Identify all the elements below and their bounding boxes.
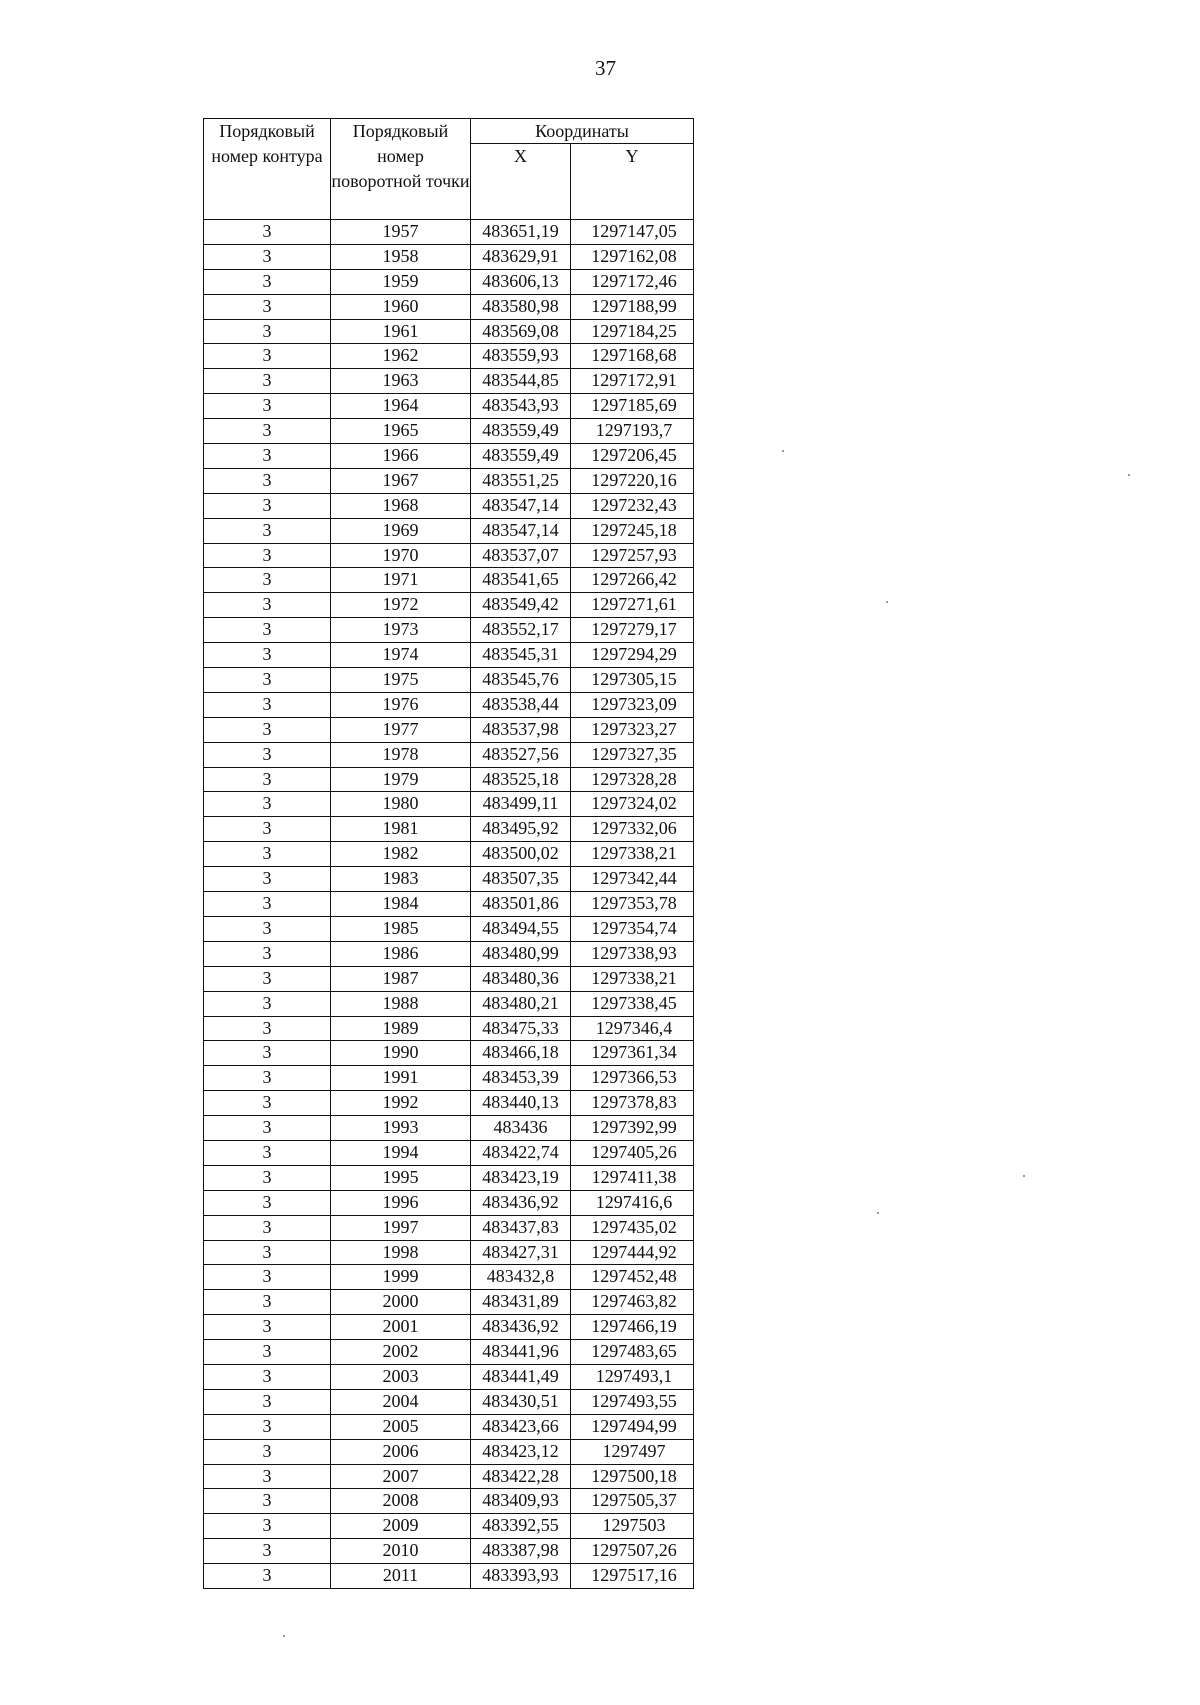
contour-number-cell: 3 [204, 1016, 331, 1041]
table-row [204, 543, 694, 568]
x-coordinate-cell: 483480,36 [471, 966, 571, 991]
x-coordinate-cell: 483432,8 [471, 1265, 571, 1290]
x-coordinate-cell: 483475,33 [471, 1016, 571, 1041]
x-coordinate-cell: 483549,42 [471, 593, 571, 618]
contour-number-cell: 3 [204, 468, 331, 493]
x-coordinate-cell: 483436,92 [471, 1190, 571, 1215]
y-coordinate-cell: 1297497 [571, 1439, 694, 1464]
x-coordinate-cell: 483495,92 [471, 817, 571, 842]
table-row [204, 1066, 694, 1091]
contour-number-cell: 3 [204, 1340, 331, 1365]
point-number-cell: 1996 [331, 1190, 471, 1215]
table-row [204, 1315, 694, 1340]
x-coordinate-cell: 483431,89 [471, 1290, 571, 1315]
header-point-number: Порядковый номер поворотной точки [331, 119, 471, 220]
y-coordinate-cell: 1297366,53 [571, 1066, 694, 1091]
x-coordinate-cell: 483525,18 [471, 767, 571, 792]
contour-number-cell: 3 [204, 1116, 331, 1141]
contour-number-cell: 3 [204, 668, 331, 693]
y-coordinate-cell: 1297444,92 [571, 1240, 694, 1265]
y-coordinate-cell: 1297411,38 [571, 1165, 694, 1190]
x-coordinate-cell: 483580,98 [471, 294, 571, 319]
table-row [204, 1439, 694, 1464]
table-row [204, 1539, 694, 1564]
contour-number-cell: 3 [204, 220, 331, 245]
point-number-cell: 1957 [331, 220, 471, 245]
point-number-cell: 1958 [331, 244, 471, 269]
x-coordinate-cell: 483480,99 [471, 941, 571, 966]
table-row [204, 493, 694, 518]
x-coordinate-cell: 483430,51 [471, 1389, 571, 1414]
y-coordinate-cell: 1297172,91 [571, 369, 694, 394]
y-coordinate-cell: 1297257,93 [571, 543, 694, 568]
contour-number-cell: 3 [204, 991, 331, 1016]
table-row [204, 618, 694, 643]
contour-number-cell: 3 [204, 1564, 331, 1589]
contour-number-cell: 3 [204, 1290, 331, 1315]
y-coordinate-cell: 1297483,65 [571, 1340, 694, 1365]
point-number-cell: 1967 [331, 468, 471, 493]
y-coordinate-cell: 1297279,17 [571, 618, 694, 643]
table-row [204, 792, 694, 817]
point-number-cell: 1960 [331, 294, 471, 319]
x-coordinate-cell: 483547,14 [471, 518, 571, 543]
y-coordinate-cell: 1297405,26 [571, 1140, 694, 1165]
x-coordinate-cell: 483537,07 [471, 543, 571, 568]
scan-dot [1023, 1175, 1025, 1177]
contour-number-cell: 3 [204, 493, 331, 518]
point-number-cell: 1959 [331, 269, 471, 294]
x-coordinate-cell: 483423,66 [471, 1414, 571, 1439]
contour-number-cell: 3 [204, 1165, 331, 1190]
y-coordinate-cell: 1297361,34 [571, 1041, 694, 1066]
contour-number-cell: 3 [204, 916, 331, 941]
table-row [204, 916, 694, 941]
contour-number-cell: 3 [204, 1315, 331, 1340]
point-number-cell: 1973 [331, 618, 471, 643]
y-coordinate-cell: 1297463,82 [571, 1290, 694, 1315]
x-coordinate-cell: 483545,31 [471, 643, 571, 668]
point-number-cell: 1979 [331, 767, 471, 792]
point-number-cell: 1980 [331, 792, 471, 817]
y-coordinate-cell: 1297392,99 [571, 1116, 694, 1141]
header-x: X [471, 144, 571, 220]
point-number-cell: 1988 [331, 991, 471, 1016]
contour-number-cell: 3 [204, 618, 331, 643]
point-number-cell: 2006 [331, 1439, 471, 1464]
table-row [204, 692, 694, 717]
table-row [204, 1514, 694, 1539]
contour-number-cell: 3 [204, 966, 331, 991]
x-coordinate-cell: 483494,55 [471, 916, 571, 941]
header-coordinates: Координаты [471, 119, 694, 144]
table-row [204, 1190, 694, 1215]
x-coordinate-cell: 483436 [471, 1116, 571, 1141]
table-row [204, 518, 694, 543]
x-coordinate-cell: 483651,19 [471, 220, 571, 245]
x-coordinate-cell: 483629,91 [471, 244, 571, 269]
point-number-cell: 2003 [331, 1364, 471, 1389]
table-row [204, 1116, 694, 1141]
x-coordinate-cell: 483393,93 [471, 1564, 571, 1589]
contour-number-cell: 3 [204, 742, 331, 767]
header-contour-number: Порядковый номер контура [204, 119, 331, 220]
y-coordinate-cell: 1297193,7 [571, 419, 694, 444]
contour-number-cell: 3 [204, 1240, 331, 1265]
contour-number-cell: 3 [204, 1464, 331, 1489]
y-coordinate-cell: 1297416,6 [571, 1190, 694, 1215]
point-number-cell: 1969 [331, 518, 471, 543]
table-body [204, 220, 694, 1589]
point-number-cell: 1989 [331, 1016, 471, 1041]
table-row [204, 892, 694, 917]
header-y: Y [571, 144, 694, 220]
page-number: 37 [595, 56, 616, 80]
table-row [204, 817, 694, 842]
y-coordinate-cell: 1297493,55 [571, 1389, 694, 1414]
y-coordinate-cell: 1297327,35 [571, 742, 694, 767]
point-number-cell: 2001 [331, 1315, 471, 1340]
x-coordinate-cell: 483552,17 [471, 618, 571, 643]
x-coordinate-cell: 483541,65 [471, 568, 571, 593]
contour-number-cell: 3 [204, 1539, 331, 1564]
table-row [204, 1016, 694, 1041]
contour-number-cell: 3 [204, 1414, 331, 1439]
x-coordinate-cell: 483422,74 [471, 1140, 571, 1165]
contour-number-cell: 3 [204, 1364, 331, 1389]
point-number-cell: 1987 [331, 966, 471, 991]
y-coordinate-cell: 1297505,37 [571, 1489, 694, 1514]
point-number-cell: 1992 [331, 1091, 471, 1116]
table-row [204, 1041, 694, 1066]
contour-number-cell: 3 [204, 1439, 331, 1464]
table-row [204, 941, 694, 966]
y-coordinate-cell: 1297494,99 [571, 1414, 694, 1439]
table-row [204, 1364, 694, 1389]
table-row [204, 742, 694, 767]
table-row [204, 1389, 694, 1414]
x-coordinate-cell: 483537,98 [471, 717, 571, 742]
contour-number-cell: 3 [204, 941, 331, 966]
y-coordinate-cell: 1297188,99 [571, 294, 694, 319]
table-row [204, 1564, 694, 1589]
y-coordinate-cell: 1297503 [571, 1514, 694, 1539]
x-coordinate-cell: 483466,18 [471, 1041, 571, 1066]
x-coordinate-cell: 483527,56 [471, 742, 571, 767]
y-coordinate-cell: 1297266,42 [571, 568, 694, 593]
x-coordinate-cell: 483453,39 [471, 1066, 571, 1091]
x-coordinate-cell: 483441,96 [471, 1340, 571, 1365]
table-header [204, 119, 694, 220]
point-number-cell: 1994 [331, 1140, 471, 1165]
point-number-cell: 1975 [331, 668, 471, 693]
y-coordinate-cell: 1297323,09 [571, 692, 694, 717]
table-row [204, 593, 694, 618]
contour-number-cell: 3 [204, 643, 331, 668]
y-coordinate-cell: 1297500,18 [571, 1464, 694, 1489]
y-coordinate-cell: 1297172,46 [571, 269, 694, 294]
x-coordinate-cell: 483569,08 [471, 319, 571, 344]
table-row [204, 1240, 694, 1265]
contour-number-cell: 3 [204, 444, 331, 469]
table-row [204, 394, 694, 419]
x-coordinate-cell: 483543,93 [471, 394, 571, 419]
contour-number-cell: 3 [204, 394, 331, 419]
x-coordinate-cell: 483480,21 [471, 991, 571, 1016]
table-row [204, 1290, 694, 1315]
y-coordinate-cell: 1297338,21 [571, 842, 694, 867]
table-row [204, 419, 694, 444]
table-row [204, 1091, 694, 1116]
contour-number-cell: 3 [204, 717, 331, 742]
table-row [204, 1165, 694, 1190]
table-row [204, 767, 694, 792]
x-coordinate-cell: 483387,98 [471, 1539, 571, 1564]
y-coordinate-cell: 1297342,44 [571, 867, 694, 892]
x-coordinate-cell: 483559,49 [471, 419, 571, 444]
contour-number-cell: 3 [204, 892, 331, 917]
x-coordinate-cell: 483501,86 [471, 892, 571, 917]
x-coordinate-cell: 483545,76 [471, 668, 571, 693]
x-coordinate-cell: 483500,02 [471, 842, 571, 867]
y-coordinate-cell: 1297328,28 [571, 767, 694, 792]
contour-number-cell: 3 [204, 1091, 331, 1116]
contour-number-cell: 3 [204, 842, 331, 867]
point-number-cell: 1963 [331, 369, 471, 394]
y-coordinate-cell: 1297305,15 [571, 668, 694, 693]
contour-number-cell: 3 [204, 568, 331, 593]
point-number-cell: 1964 [331, 394, 471, 419]
contour-number-cell: 3 [204, 692, 331, 717]
contour-number-cell: 3 [204, 1514, 331, 1539]
x-coordinate-cell: 483441,49 [471, 1364, 571, 1389]
x-coordinate-cell: 483544,85 [471, 369, 571, 394]
contour-number-cell: 3 [204, 543, 331, 568]
y-coordinate-cell: 1297435,02 [571, 1215, 694, 1240]
table-row [204, 319, 694, 344]
x-coordinate-cell: 483551,25 [471, 468, 571, 493]
contour-number-cell: 3 [204, 593, 331, 618]
point-number-cell: 1998 [331, 1240, 471, 1265]
point-number-cell: 1995 [331, 1165, 471, 1190]
table-row [204, 344, 694, 369]
contour-number-cell: 3 [204, 767, 331, 792]
table-row [204, 1489, 694, 1514]
y-coordinate-cell: 1297354,74 [571, 916, 694, 941]
x-coordinate-cell: 483437,83 [471, 1215, 571, 1240]
point-number-cell: 1986 [331, 941, 471, 966]
contour-number-cell: 3 [204, 1190, 331, 1215]
table-row [204, 1464, 694, 1489]
point-number-cell: 1966 [331, 444, 471, 469]
table-row [204, 842, 694, 867]
point-number-cell: 1976 [331, 692, 471, 717]
point-number-cell: 1965 [331, 419, 471, 444]
y-coordinate-cell: 1297338,45 [571, 991, 694, 1016]
x-coordinate-cell: 483440,13 [471, 1091, 571, 1116]
y-coordinate-cell: 1297332,06 [571, 817, 694, 842]
y-coordinate-cell: 1297220,16 [571, 468, 694, 493]
x-coordinate-cell: 483606,13 [471, 269, 571, 294]
x-coordinate-cell: 483559,49 [471, 444, 571, 469]
x-coordinate-cell: 483422,28 [471, 1464, 571, 1489]
table-row [204, 867, 694, 892]
table-row [204, 244, 694, 269]
y-coordinate-cell: 1297493,1 [571, 1364, 694, 1389]
table-row [204, 294, 694, 319]
contour-number-cell: 3 [204, 518, 331, 543]
table-row [204, 717, 694, 742]
x-coordinate-cell: 483392,55 [471, 1514, 571, 1539]
y-coordinate-cell: 1297232,43 [571, 493, 694, 518]
y-coordinate-cell: 1297184,25 [571, 319, 694, 344]
point-number-cell: 1974 [331, 643, 471, 668]
table-row [204, 444, 694, 469]
contour-number-cell: 3 [204, 369, 331, 394]
y-coordinate-cell: 1297294,29 [571, 643, 694, 668]
scan-dot [877, 1212, 879, 1214]
contour-number-cell: 3 [204, 867, 331, 892]
point-number-cell: 2008 [331, 1489, 471, 1514]
point-number-cell: 1993 [331, 1116, 471, 1141]
y-coordinate-cell: 1297452,48 [571, 1265, 694, 1290]
x-coordinate-cell: 483427,31 [471, 1240, 571, 1265]
table-row [204, 1265, 694, 1290]
x-coordinate-cell: 483507,35 [471, 867, 571, 892]
y-coordinate-cell: 1297353,78 [571, 892, 694, 917]
contour-number-cell: 3 [204, 419, 331, 444]
point-number-cell: 1977 [331, 717, 471, 742]
x-coordinate-cell: 483436,92 [471, 1315, 571, 1340]
x-coordinate-cell: 483499,11 [471, 792, 571, 817]
y-coordinate-cell: 1297162,08 [571, 244, 694, 269]
point-number-cell: 1997 [331, 1215, 471, 1240]
y-coordinate-cell: 1297517,16 [571, 1564, 694, 1589]
contour-number-cell: 3 [204, 1265, 331, 1290]
x-coordinate-cell: 483559,93 [471, 344, 571, 369]
point-number-cell: 1970 [331, 543, 471, 568]
contour-number-cell: 3 [204, 1215, 331, 1240]
table-row [204, 1140, 694, 1165]
point-number-cell: 1990 [331, 1041, 471, 1066]
point-number-cell: 2011 [331, 1564, 471, 1589]
point-number-cell: 1972 [331, 593, 471, 618]
point-number-cell: 2009 [331, 1514, 471, 1539]
x-coordinate-cell: 483423,19 [471, 1165, 571, 1190]
y-coordinate-cell: 1297323,27 [571, 717, 694, 742]
y-coordinate-cell: 1297378,83 [571, 1091, 694, 1116]
table-row [204, 1215, 694, 1240]
contour-number-cell: 3 [204, 344, 331, 369]
point-number-cell: 2007 [331, 1464, 471, 1489]
x-coordinate-cell: 483423,12 [471, 1439, 571, 1464]
scan-dot [283, 1635, 285, 1637]
y-coordinate-cell: 1297168,68 [571, 344, 694, 369]
y-coordinate-cell: 1297185,69 [571, 394, 694, 419]
contour-number-cell: 3 [204, 294, 331, 319]
point-number-cell: 1999 [331, 1265, 471, 1290]
table-row [204, 220, 694, 245]
coordinates-table [203, 118, 694, 1589]
point-number-cell: 1984 [331, 892, 471, 917]
contour-number-cell: 3 [204, 1041, 331, 1066]
point-number-cell: 1991 [331, 1066, 471, 1091]
table-row [204, 668, 694, 693]
point-number-cell: 1962 [331, 344, 471, 369]
contour-number-cell: 3 [204, 1489, 331, 1514]
point-number-cell: 1978 [331, 742, 471, 767]
table-row [204, 643, 694, 668]
point-number-cell: 2000 [331, 1290, 471, 1315]
point-number-cell: 2004 [331, 1389, 471, 1414]
y-coordinate-cell: 1297324,02 [571, 792, 694, 817]
table-row [204, 568, 694, 593]
table-row [204, 966, 694, 991]
contour-number-cell: 3 [204, 269, 331, 294]
point-number-cell: 2010 [331, 1539, 471, 1564]
y-coordinate-cell: 1297466,19 [571, 1315, 694, 1340]
y-coordinate-cell: 1297147,05 [571, 220, 694, 245]
contour-number-cell: 3 [204, 244, 331, 269]
point-number-cell: 2002 [331, 1340, 471, 1365]
y-coordinate-cell: 1297245,18 [571, 518, 694, 543]
scan-dot [886, 601, 888, 603]
y-coordinate-cell: 1297338,93 [571, 941, 694, 966]
point-number-cell: 1971 [331, 568, 471, 593]
point-number-cell: 1982 [331, 842, 471, 867]
point-number-cell: 1985 [331, 916, 471, 941]
contour-number-cell: 3 [204, 1140, 331, 1165]
table-row [204, 991, 694, 1016]
scan-dot [1128, 474, 1130, 476]
contour-number-cell: 3 [204, 792, 331, 817]
x-coordinate-cell: 483409,93 [471, 1489, 571, 1514]
y-coordinate-cell: 1297271,61 [571, 593, 694, 618]
point-number-cell: 1961 [331, 319, 471, 344]
y-coordinate-cell: 1297206,45 [571, 444, 694, 469]
point-number-cell: 1983 [331, 867, 471, 892]
scan-dot [782, 450, 784, 452]
point-number-cell: 1968 [331, 493, 471, 518]
x-coordinate-cell: 483538,44 [471, 692, 571, 717]
table-row [204, 369, 694, 394]
point-number-cell: 2005 [331, 1414, 471, 1439]
y-coordinate-cell: 1297338,21 [571, 966, 694, 991]
contour-number-cell: 3 [204, 1066, 331, 1091]
point-number-cell: 1981 [331, 817, 471, 842]
table-row [204, 269, 694, 294]
y-coordinate-cell: 1297346,4 [571, 1016, 694, 1041]
y-coordinate-cell: 1297507,26 [571, 1539, 694, 1564]
contour-number-cell: 3 [204, 319, 331, 344]
table-row [204, 1414, 694, 1439]
table-row [204, 468, 694, 493]
x-coordinate-cell: 483547,14 [471, 493, 571, 518]
table-row [204, 1340, 694, 1365]
contour-number-cell: 3 [204, 817, 331, 842]
contour-number-cell: 3 [204, 1389, 331, 1414]
